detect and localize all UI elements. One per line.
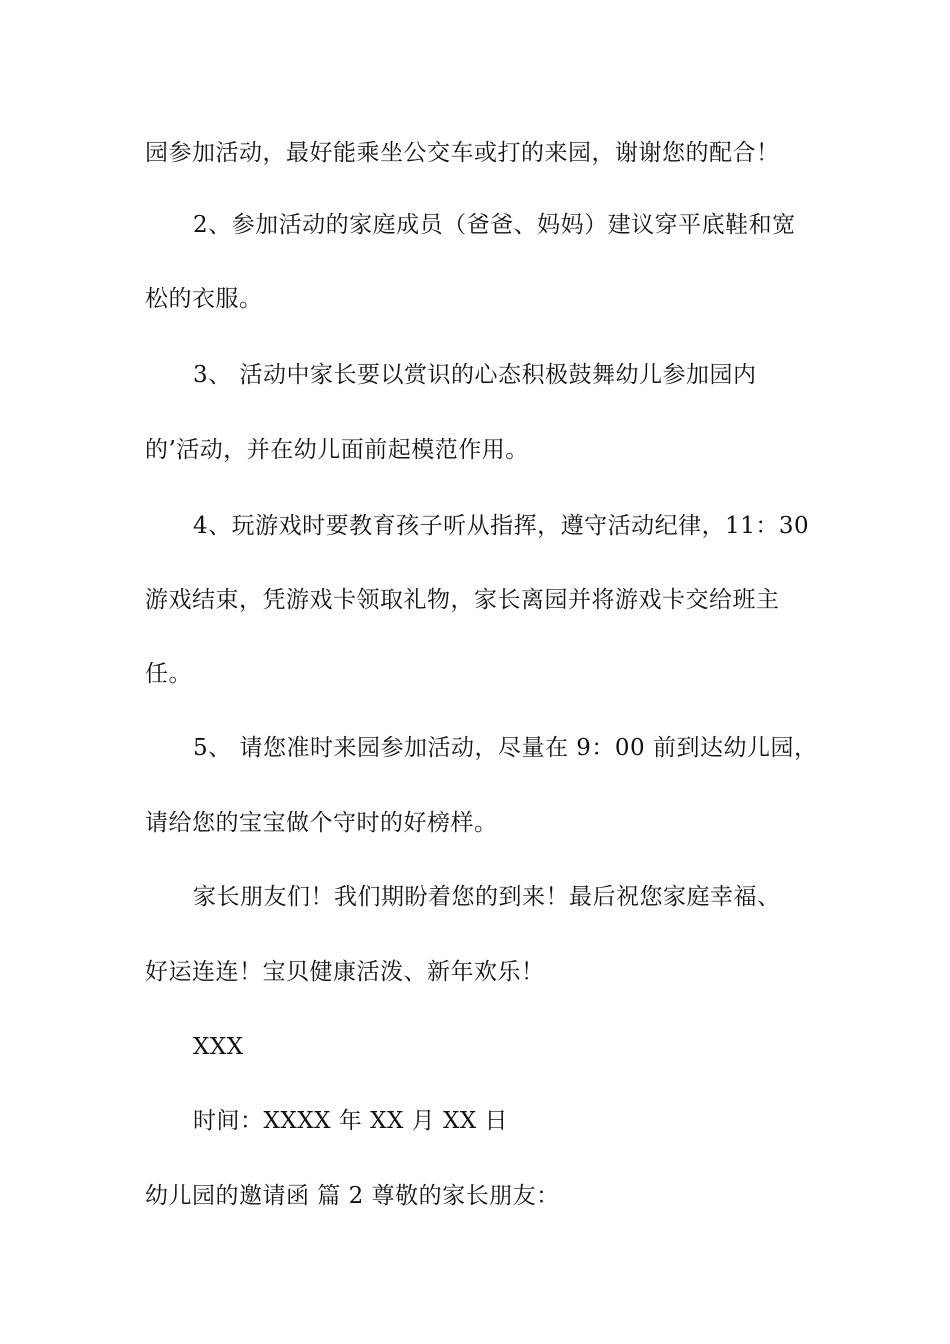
paragraph-line: 的’活动，并在幼儿面前起模范作用。 xyxy=(145,437,529,463)
paragraph-line: 好运连连！宝贝健康活泼、新年欢乐！ xyxy=(145,959,545,985)
paragraph-line: 4、玩游戏时要教育孩子听从指挥，遵守活动纪律，11：30 xyxy=(193,513,810,539)
paragraph-line: 家长朋友们！我们期盼着您的到来！最后祝您家庭幸福、 xyxy=(193,884,781,910)
paragraph-line: 3、 活动中家长要以赏识的心态积极鼓舞幼儿参加园内 xyxy=(193,362,757,388)
paragraph-line: 松的衣服。 xyxy=(145,286,263,312)
paragraph-line: 5、 请您准时来园参加活动，尽量在 9：00 前到达幼儿园， xyxy=(193,735,818,761)
date-line: 时间：XXXX 年 XX 月 XX 日 xyxy=(193,1108,509,1134)
paragraph-line: 园参加活动，最好能乘坐公交车或打的来园，谢谢您的配合！ xyxy=(145,140,780,166)
paragraph-line: 游戏结束，凭游戏卡领取礼物，家长离园并将游戏卡交给班主 xyxy=(145,587,780,613)
signature-line: XXX xyxy=(193,1034,244,1060)
section-heading-line: 幼儿园的邀请函 篇 2 尊敬的家长朋友： xyxy=(145,1183,560,1209)
paragraph-line: 任。 xyxy=(145,661,192,687)
paragraph-line: 请给您的宝宝做个守时的好榜样。 xyxy=(145,810,498,836)
paragraph-line: 2、参加活动的家庭成员（爸爸、妈妈）建议穿平底鞋和宽 xyxy=(193,212,796,238)
